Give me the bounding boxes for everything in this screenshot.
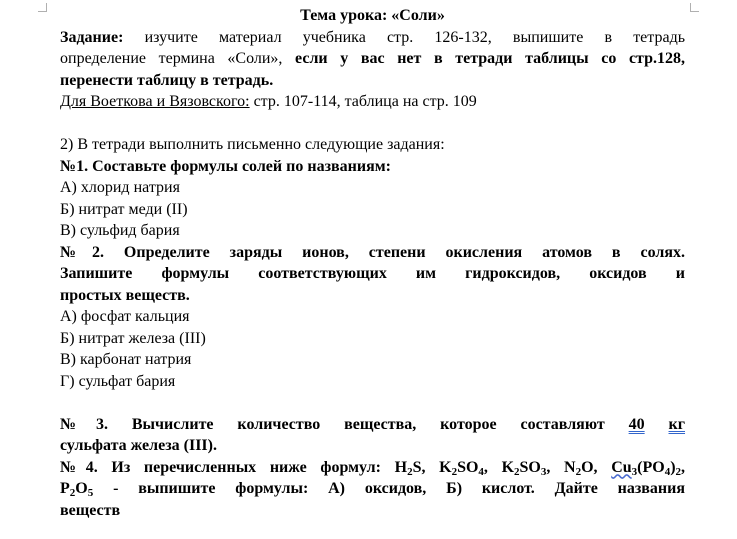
ex1-item-a: А) хлорид натрия xyxy=(60,179,180,196)
ex4-line-1 xyxy=(60,457,685,479)
blank-line xyxy=(60,113,685,135)
ex3-unit: кг xyxy=(668,415,686,433)
ex4-intro: №4. Из перечисленных ниже формул: xyxy=(60,458,381,476)
page-corner-mark-top-left xyxy=(38,3,47,12)
ex1-item-c: В) сульфид бария xyxy=(60,222,180,239)
page-corner-mark-top-right xyxy=(690,3,699,12)
task-text-1: изучите материал учебника стр. 126-132, выпишите в тетрадь xyxy=(144,28,686,46)
ex2-line-3: простых веществ. xyxy=(60,286,190,304)
formula-h2s: $H_2S$, xyxy=(394,458,426,478)
ex3-text: №3. Вычислите количество вещества, которое составляют xyxy=(60,415,605,433)
ex3-line-2: сульфата железа (III). xyxy=(60,437,217,454)
ex1-heading: №1. Составьте формулы солей по названиям: xyxy=(60,157,391,175)
ex2-item-c: В) карбонат натрия xyxy=(60,351,192,368)
ex2-item-d: Г) сульфат бария xyxy=(60,372,176,390)
ex1-item-b: Б) нитрат меди (II) xyxy=(60,200,188,218)
document-body[interactable] xyxy=(60,5,685,521)
ex2-item-a: А) фосфат кальция xyxy=(60,308,190,325)
formula-cu3po42: $Cu_3(PO_4)_2$, xyxy=(611,458,686,478)
blank-line xyxy=(60,392,685,414)
task-line-2 xyxy=(60,48,685,70)
alt-pages-label: Для Воеткова и Вязовского: xyxy=(60,93,250,110)
task-line-1 xyxy=(60,27,685,49)
task-text-2-bold: если у вас нет в тетради таблицы со стр.128, xyxy=(295,50,686,67)
ex4-line-3: веществ xyxy=(60,501,121,519)
ex2-item-b: Б) нитрат железа (III) xyxy=(60,329,206,347)
task-label: Задание: xyxy=(60,28,124,46)
formula-k2so3: $K_2SO_3$, xyxy=(501,458,551,478)
ex3-line-1 xyxy=(60,414,685,436)
task-text-2-normal: определение термина «Соли», xyxy=(60,50,283,67)
alt-pages-line xyxy=(60,91,685,113)
part2-intro: 2) В тетради выполнить письменно следующие задания: xyxy=(60,136,445,153)
alt-pages-text: стр. 107-114, таблица на стр. 109 xyxy=(253,93,477,110)
formula-p2o5: $P_2O_5$ xyxy=(60,480,94,499)
lesson-title: Тема урока: «Соли» xyxy=(300,7,445,24)
ex4-instruction: - выпишите формулы: А) оксидов, Б) кислот. Дайте названия xyxy=(113,480,686,497)
formula-k2so4: $K_2SO_4$, xyxy=(439,458,488,478)
ex2-line-1: №2. Определите заряды ионов, степени окисления атомов в солях. xyxy=(60,243,685,261)
ex2-line-2: Запишите формулы соответствующих им гидроксидов, оксидов и xyxy=(60,265,685,282)
ex4-line-2 xyxy=(60,478,685,500)
formula-n2o: $N_2O$, xyxy=(564,458,598,478)
task-line-3: перенести таблицу в тетрадь. xyxy=(60,71,274,89)
ex3-value: 40 xyxy=(628,415,645,433)
